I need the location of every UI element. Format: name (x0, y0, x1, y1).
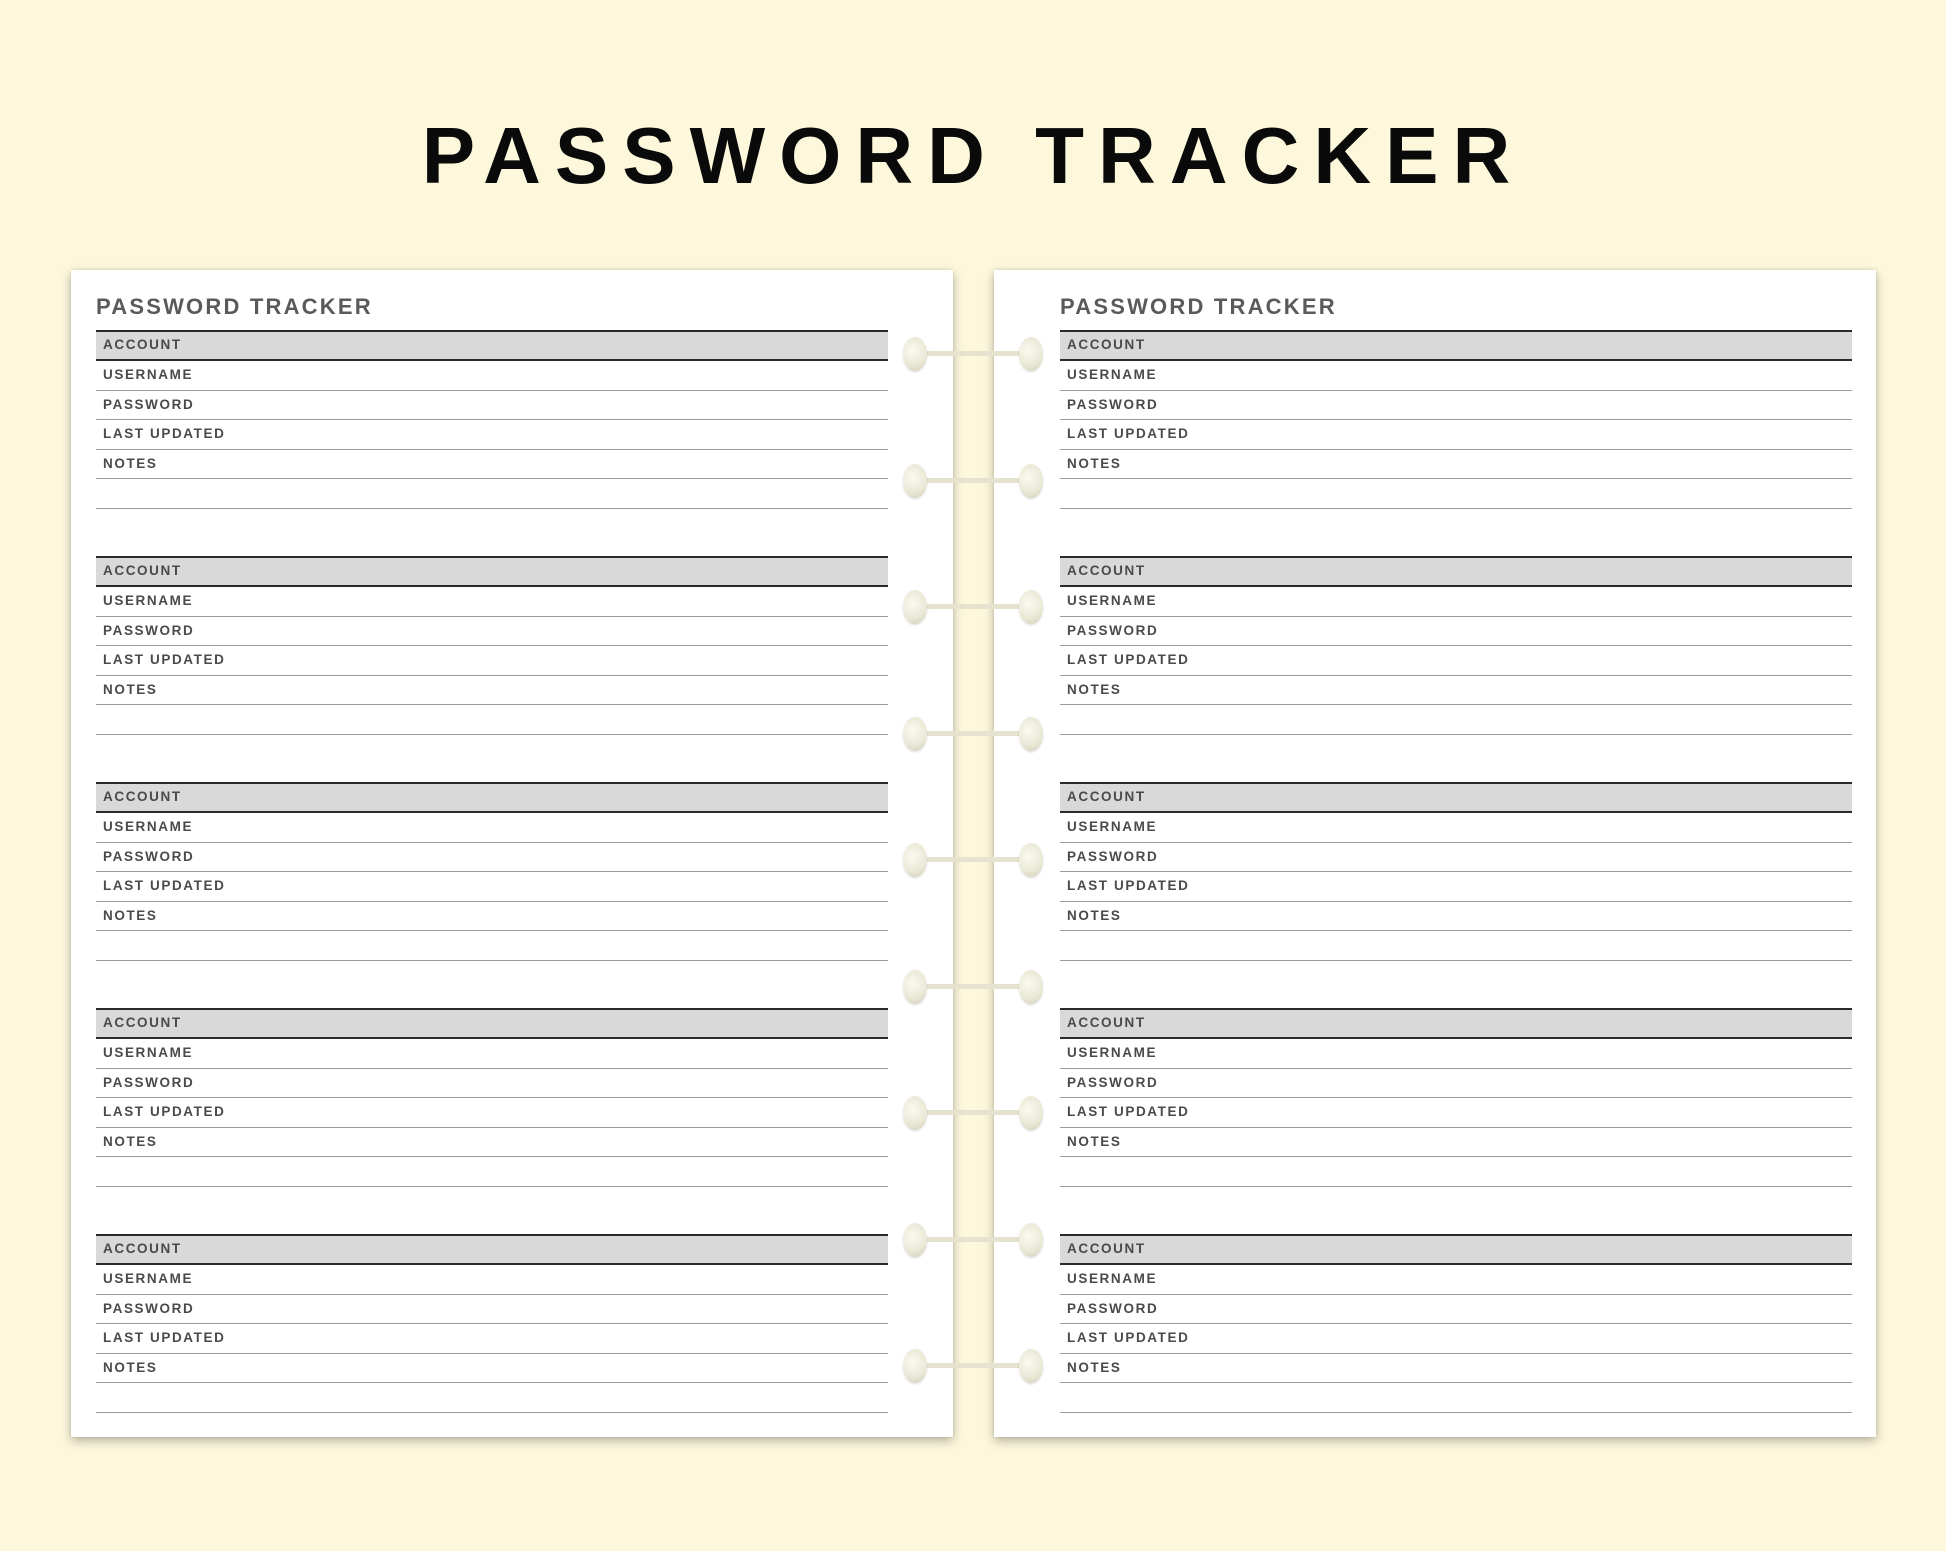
password-entry (1060, 1234, 1852, 1460)
notes-row[interactable]: NOTES (1060, 676, 1852, 706)
account-header[interactable]: ACCOUNT (96, 330, 888, 361)
notes-row[interactable]: NOTES (96, 1128, 888, 1158)
username-row[interactable]: USERNAME (96, 1265, 888, 1295)
notes-row[interactable]: NOTES (96, 450, 888, 480)
binder-ring-icon (903, 464, 1043, 498)
password-entry (1060, 782, 1852, 1008)
password-row[interactable]: PASSWORD (96, 617, 888, 647)
password-row[interactable]: PASSWORD (96, 1069, 888, 1099)
notes-line[interactable] (96, 931, 888, 961)
entry-list (96, 330, 888, 1460)
main-title: PASSWORD TRACKER (421, 111, 1525, 200)
last-updated-row[interactable]: LAST UPDATED (96, 872, 888, 902)
password-entry (1060, 1008, 1852, 1234)
last-updated-row[interactable]: LAST UPDATED (1060, 872, 1852, 902)
password-row[interactable]: PASSWORD (1060, 1069, 1852, 1099)
account-header[interactable]: ACCOUNT (1060, 556, 1852, 587)
account-header[interactable]: ACCOUNT (1060, 1234, 1852, 1265)
username-row[interactable]: USERNAME (96, 361, 888, 391)
username-row[interactable]: USERNAME (1060, 361, 1852, 391)
account-header[interactable]: ACCOUNT (96, 1234, 888, 1265)
right-page (994, 270, 1876, 1437)
last-updated-row[interactable]: LAST UPDATED (1060, 420, 1852, 450)
account-header[interactable]: ACCOUNT (1060, 330, 1852, 361)
notes-line[interactable] (96, 705, 888, 735)
username-row[interactable]: USERNAME (1060, 1265, 1852, 1295)
last-updated-row[interactable]: LAST UPDATED (1060, 1324, 1852, 1354)
binder-ring-icon (903, 1096, 1043, 1130)
binder-ring-icon (903, 843, 1043, 877)
last-updated-row[interactable]: LAST UPDATED (96, 646, 888, 676)
password-row[interactable]: PASSWORD (1060, 843, 1852, 873)
account-header[interactable]: ACCOUNT (1060, 782, 1852, 813)
last-updated-row[interactable]: LAST UPDATED (96, 1324, 888, 1354)
password-entry (1060, 556, 1852, 782)
account-header[interactable]: ACCOUNT (96, 1008, 888, 1039)
notes-row[interactable]: NOTES (1060, 902, 1852, 932)
binder-ring-icon (903, 717, 1043, 751)
password-entry (96, 556, 888, 782)
password-entry (96, 1234, 888, 1460)
username-row[interactable]: USERNAME (1060, 1039, 1852, 1069)
username-row[interactable]: USERNAME (1060, 587, 1852, 617)
binder-ring-icon (903, 970, 1043, 1004)
page-title: PASSWORD TRACKER (1060, 294, 1337, 319)
notes-line[interactable] (1060, 479, 1852, 509)
binder-ring-icon (903, 1349, 1043, 1383)
password-entry (96, 782, 888, 1008)
notes-row[interactable]: NOTES (96, 676, 888, 706)
notes-line[interactable] (96, 1157, 888, 1187)
notes-row[interactable]: NOTES (1060, 1128, 1852, 1158)
entry-list (1060, 330, 1852, 1460)
left-page (71, 270, 953, 1437)
notes-line[interactable] (96, 479, 888, 509)
last-updated-row[interactable]: LAST UPDATED (96, 1098, 888, 1128)
password-row[interactable]: PASSWORD (1060, 391, 1852, 421)
notes-row[interactable]: NOTES (96, 1354, 888, 1384)
binder-ring-icon (903, 590, 1043, 624)
last-updated-row[interactable]: LAST UPDATED (1060, 646, 1852, 676)
account-header[interactable]: ACCOUNT (96, 556, 888, 587)
notes-row[interactable]: NOTES (1060, 450, 1852, 480)
notes-line[interactable] (1060, 1157, 1852, 1187)
account-header[interactable]: ACCOUNT (1060, 1008, 1852, 1039)
notes-line[interactable] (96, 1383, 888, 1413)
password-row[interactable]: PASSWORD (96, 391, 888, 421)
username-row[interactable]: USERNAME (96, 587, 888, 617)
username-row[interactable]: USERNAME (96, 813, 888, 843)
notes-line[interactable] (1060, 931, 1852, 961)
account-header[interactable]: ACCOUNT (96, 782, 888, 813)
last-updated-row[interactable]: LAST UPDATED (96, 420, 888, 450)
binder-ring-icon (903, 1223, 1043, 1257)
password-row[interactable]: PASSWORD (1060, 1295, 1852, 1325)
notes-row[interactable]: NOTES (1060, 1354, 1852, 1384)
notes-row[interactable]: NOTES (96, 902, 888, 932)
password-row[interactable]: PASSWORD (96, 843, 888, 873)
password-row[interactable]: PASSWORD (96, 1295, 888, 1325)
username-row[interactable]: USERNAME (96, 1039, 888, 1069)
password-entry (96, 1008, 888, 1234)
username-row[interactable]: USERNAME (1060, 813, 1852, 843)
last-updated-row[interactable]: LAST UPDATED (1060, 1098, 1852, 1128)
password-row[interactable]: PASSWORD (1060, 617, 1852, 647)
binder-ring-icon (903, 337, 1043, 371)
notes-line[interactable] (1060, 1383, 1852, 1413)
page-title: PASSWORD TRACKER (96, 294, 373, 319)
password-entry (96, 330, 888, 556)
notes-line[interactable] (1060, 705, 1852, 735)
password-entry (1060, 330, 1852, 556)
